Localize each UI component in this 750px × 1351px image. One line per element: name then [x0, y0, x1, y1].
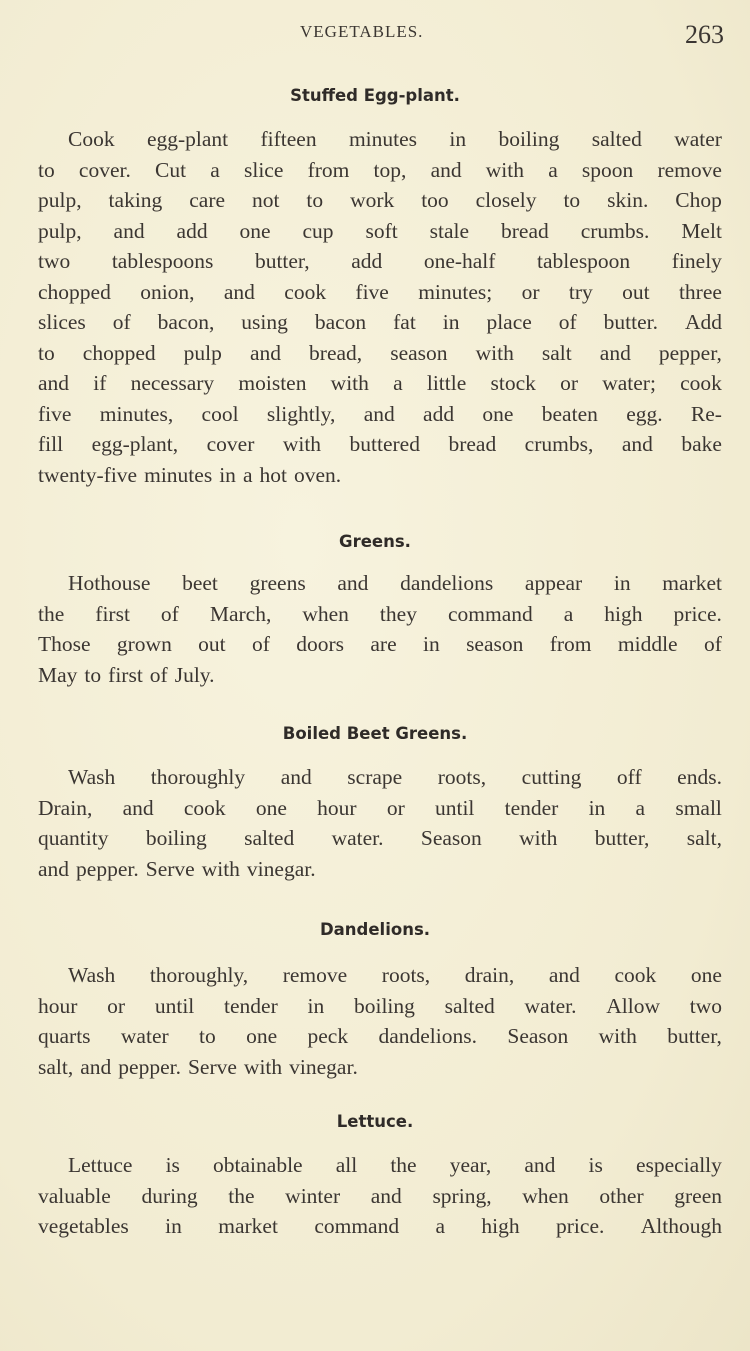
word: roots, [381, 963, 431, 987]
word: minutes [348, 127, 418, 151]
text-line [38, 793, 722, 824]
word: from [549, 632, 592, 656]
word: bread [448, 432, 497, 456]
word: a [635, 795, 646, 820]
word: winter [285, 1183, 341, 1208]
word: to [38, 340, 55, 365]
word: fat [393, 310, 416, 334]
text-line [38, 629, 722, 660]
word: season [390, 340, 448, 365]
word: stock [490, 371, 536, 395]
word: minutes, [99, 401, 174, 426]
word: Lettuce [68, 1153, 133, 1177]
text-line [38, 991, 722, 1022]
word: work [350, 188, 395, 212]
word: place [486, 310, 532, 334]
word: when [522, 1183, 569, 1208]
word: beet [182, 571, 218, 595]
word: and [80, 1054, 112, 1079]
word: butter, [254, 249, 310, 273]
word: egg-plant, [91, 432, 179, 456]
text-line [38, 246, 722, 277]
word: onion, [140, 279, 195, 304]
word: tablespoons [111, 249, 214, 273]
word: valuable [38, 1183, 111, 1208]
word: water [120, 1024, 169, 1048]
word: soft [365, 218, 398, 243]
word: out [198, 632, 226, 656]
word: command [447, 601, 533, 626]
word: add [176, 218, 208, 243]
word: small [675, 795, 722, 820]
text-line [38, 277, 722, 308]
word: salted [244, 826, 295, 850]
word: a [563, 601, 574, 626]
word: of [252, 632, 270, 656]
word: Although [640, 1214, 722, 1238]
word: little [426, 371, 467, 395]
word: with [330, 371, 369, 395]
word: one [246, 1024, 278, 1048]
text-line [38, 854, 722, 885]
text-line [38, 762, 722, 793]
word: they [379, 601, 417, 626]
word: until [154, 993, 195, 1018]
word: crumbs, [524, 432, 594, 456]
word: other [599, 1183, 644, 1208]
word: salt, [38, 1054, 74, 1079]
text-line [38, 216, 722, 247]
word: with [485, 157, 525, 182]
word: in [422, 632, 440, 656]
word: year, [449, 1153, 492, 1177]
word: in [219, 462, 236, 487]
text-line [38, 599, 722, 630]
word: taking [108, 188, 163, 212]
word: pulp, [38, 188, 82, 212]
word: vinegar. [289, 1054, 358, 1079]
text-line [38, 660, 722, 691]
word: with [201, 856, 240, 881]
word: of [160, 601, 179, 626]
word: and [280, 765, 312, 789]
word: egg. [626, 401, 663, 426]
word: and [621, 432, 653, 456]
word: hour [317, 795, 357, 820]
word: cool [201, 401, 239, 426]
word: out [622, 279, 650, 304]
word: one [482, 401, 514, 426]
word: grown [116, 632, 172, 656]
word: in [442, 310, 460, 334]
word: fill [38, 432, 64, 456]
word: cup [302, 218, 334, 243]
word: March, [209, 601, 272, 626]
word: try [568, 279, 593, 304]
word: ends. [677, 765, 722, 789]
word: with [282, 432, 322, 456]
word: with [519, 826, 558, 850]
word: oven. [293, 462, 342, 487]
word: with [475, 340, 514, 365]
word: moisten [238, 371, 307, 395]
word: and [548, 963, 580, 987]
word: not [251, 188, 280, 212]
word: from [307, 157, 350, 182]
word: butter, [667, 1024, 722, 1048]
word: the [228, 1183, 255, 1208]
word: to [84, 662, 102, 687]
word: green [674, 1183, 722, 1208]
word: with [598, 1024, 637, 1048]
word: and [363, 401, 395, 426]
word: high [604, 601, 643, 626]
word: all [335, 1153, 358, 1177]
section-heading: Lettuce. [336, 1112, 414, 1131]
word: remove [282, 963, 348, 987]
word: beaten [541, 401, 598, 426]
word: especially [635, 1153, 722, 1177]
word: bacon, [157, 310, 215, 334]
word: skin. [607, 188, 649, 212]
word: two [38, 249, 71, 273]
word: too [421, 188, 449, 212]
word: salt, [686, 826, 722, 850]
word: Allow [606, 993, 660, 1018]
word: or [560, 371, 578, 395]
text-line [38, 568, 722, 599]
word: Serve [145, 856, 195, 881]
word: market [662, 571, 722, 595]
text-line [38, 429, 722, 460]
word: with [243, 1054, 283, 1079]
word: boiling [498, 127, 560, 151]
section-paragraph [38, 1150, 722, 1242]
word: tender [224, 993, 278, 1018]
word: thoroughly [150, 765, 246, 789]
text-line [38, 1052, 722, 1083]
word: is [588, 1153, 603, 1177]
text-line [38, 399, 722, 430]
word: Season [420, 826, 482, 850]
text-line [38, 338, 722, 369]
word: quarts [38, 1024, 91, 1048]
word: one [690, 963, 722, 987]
word: thoroughly, [149, 963, 249, 987]
word: May [38, 662, 78, 687]
word: and [599, 340, 631, 365]
word: doors [296, 632, 345, 656]
word: first [108, 662, 143, 687]
word: Wash [68, 765, 116, 789]
word: and [122, 795, 154, 820]
word: boiling [145, 826, 207, 850]
word: command [314, 1214, 400, 1238]
word: Those [38, 632, 91, 656]
page-number: 263 [685, 20, 724, 49]
word: a [210, 157, 220, 182]
word: or [386, 795, 405, 820]
word: a [435, 1214, 446, 1238]
word: pulp [183, 340, 222, 365]
word: spoon [581, 157, 634, 182]
word: a [548, 157, 558, 182]
word: is [165, 1153, 180, 1177]
section-paragraph [38, 762, 722, 884]
word: dandelions. [378, 1024, 477, 1048]
word: Add [684, 310, 722, 334]
word: Serve [187, 1054, 237, 1079]
word: a [242, 462, 253, 487]
text-line [38, 124, 722, 155]
word: in [307, 993, 325, 1018]
word: price. [673, 601, 722, 626]
word: necessary [130, 371, 215, 395]
word: Season [507, 1024, 569, 1048]
word: in [588, 795, 606, 820]
word: water. [524, 993, 577, 1018]
word: pepper, [658, 340, 722, 365]
word: quantity [38, 826, 109, 850]
word: of [149, 662, 168, 687]
word: minutes [144, 462, 213, 487]
text-line [38, 1211, 722, 1242]
word: season [466, 632, 524, 656]
word: in [613, 571, 631, 595]
word: middle [617, 632, 678, 656]
word: bake [681, 432, 722, 456]
word: vinegar. [246, 856, 316, 881]
word: cook [614, 963, 657, 987]
section-paragraph [38, 124, 722, 490]
text-line [38, 960, 722, 991]
word: peck [307, 1024, 349, 1048]
word: buttered [349, 432, 420, 456]
text-line [38, 155, 722, 186]
word: until [434, 795, 475, 820]
word: of [558, 310, 577, 334]
word: obtainable [213, 1153, 303, 1177]
running-title: VEGETABLES. [300, 22, 424, 41]
word: twenty-five [38, 462, 138, 487]
word: the [38, 601, 65, 626]
word: vegetables [38, 1214, 129, 1238]
word: one [239, 218, 271, 243]
word: spring, [432, 1183, 492, 1208]
word: salted [444, 993, 495, 1018]
word: tender [504, 795, 559, 820]
word: five [38, 401, 72, 426]
word: to [38, 157, 55, 182]
word: tablespoon [537, 249, 631, 273]
text-line [38, 823, 722, 854]
word: high [481, 1214, 520, 1238]
word: pepper. [118, 1054, 181, 1079]
section-heading: Boiled Beet Greens. [282, 724, 468, 743]
word: Chop [675, 188, 722, 212]
word: two [689, 993, 722, 1018]
word: stale [429, 218, 470, 243]
word: Melt [681, 218, 722, 243]
word: water; [602, 371, 656, 395]
word: closely [475, 188, 537, 212]
word: to [563, 188, 581, 212]
word: water [674, 127, 722, 151]
word: if [93, 371, 107, 395]
word: cook [680, 371, 722, 395]
word: roots, [437, 765, 487, 789]
word: hot [259, 462, 287, 487]
word: chopped [38, 279, 111, 304]
word: of [112, 310, 131, 334]
section-heading: Greens. [339, 532, 411, 551]
word: three [678, 279, 722, 304]
word: and [38, 856, 70, 881]
word: in [165, 1214, 182, 1238]
word: and [249, 340, 281, 365]
word: chopped [82, 340, 156, 365]
word: to [199, 1024, 216, 1048]
word: finely [671, 249, 722, 273]
word: market [218, 1214, 278, 1238]
word: off [616, 765, 642, 789]
word: when [302, 601, 349, 626]
word: scrape [347, 765, 403, 789]
word: dandelions [400, 571, 494, 595]
word: hour [38, 993, 78, 1018]
word: slice [243, 157, 284, 182]
word: cook [183, 795, 226, 820]
word: salt [541, 340, 572, 365]
word: one [255, 795, 287, 820]
word: butter. [603, 310, 658, 334]
word: add [351, 249, 383, 273]
text-line [38, 307, 722, 338]
word: crumbs. [580, 218, 650, 243]
word: and [370, 1183, 402, 1208]
text-line [38, 185, 722, 216]
word: to [306, 188, 324, 212]
word: price. [556, 1214, 605, 1238]
text-line [38, 368, 722, 399]
word: or [107, 993, 126, 1018]
word: a [393, 371, 403, 395]
word: salted [591, 127, 642, 151]
word: add [423, 401, 455, 426]
word: top, [373, 157, 407, 182]
word: boiling [353, 993, 415, 1018]
word: and [430, 157, 462, 182]
word: pulp, [38, 218, 82, 243]
word: are [370, 632, 397, 656]
word: one-half [423, 249, 496, 273]
word: butter, [594, 826, 650, 850]
word: bread [501, 218, 549, 243]
word: egg-plant [146, 127, 229, 151]
word: during [141, 1183, 198, 1208]
text-line [38, 460, 722, 491]
word: and [337, 571, 369, 595]
word: care [189, 188, 226, 212]
word: and [524, 1153, 556, 1177]
word: July. [174, 662, 215, 687]
text-line [38, 1021, 722, 1052]
word: Cook [68, 127, 115, 151]
word: drain, [464, 963, 515, 987]
word: slices [38, 310, 86, 334]
word: cover. [78, 157, 131, 182]
word: using [241, 310, 288, 334]
word: and [113, 218, 145, 243]
word: first [95, 601, 130, 626]
word: water. [331, 826, 384, 850]
word: and [223, 279, 255, 304]
word: bacon [314, 310, 367, 334]
word: and [38, 371, 70, 395]
word: minutes; [418, 279, 493, 304]
word: or [521, 279, 540, 304]
word: remove [657, 157, 722, 182]
section-paragraph [38, 568, 722, 690]
word: the [390, 1153, 417, 1177]
word: appear [524, 571, 583, 595]
word: cover [206, 432, 255, 456]
word: cutting [521, 765, 582, 789]
word: of [703, 632, 722, 656]
word: in [449, 127, 467, 151]
word: fifteen [260, 127, 317, 151]
text-line [38, 1150, 722, 1181]
word: Re- [690, 401, 722, 426]
word: greens [249, 571, 306, 595]
word: bread, [309, 340, 363, 365]
word: Drain, [38, 795, 93, 820]
word: cook [284, 279, 327, 304]
word: pepper. [76, 856, 139, 881]
word: Cut [155, 157, 187, 182]
section-heading: Dandelions. [319, 920, 431, 939]
text-line [38, 1181, 722, 1212]
section-heading: Stuffed Egg-plant. [290, 86, 460, 105]
word: slightly, [266, 401, 336, 426]
word: Wash [68, 963, 116, 987]
word: Hothouse [68, 571, 151, 595]
section-paragraph [38, 960, 722, 1082]
word: five [355, 279, 389, 304]
